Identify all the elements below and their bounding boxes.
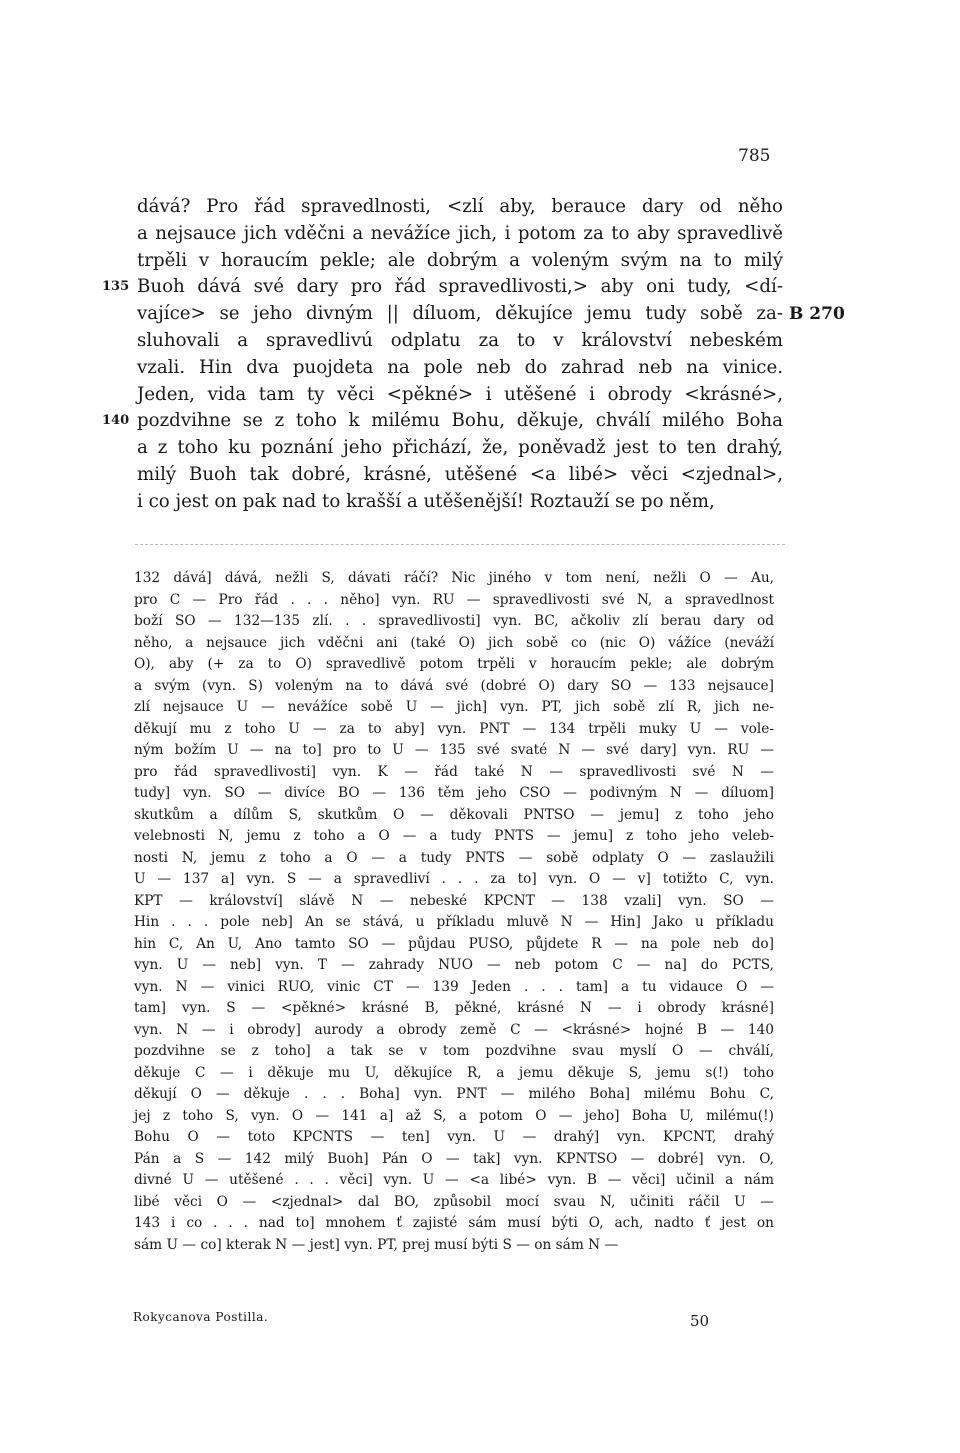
apparatus-line: vyn. N — i obrody] aurody a obrody země C — <krásné> hojné B — 140 <box>134 1021 774 1038</box>
apparatus-line: pro C — Pro řád . . . něho] vyn. RU — spravedlivosti své N, a spravedlnost <box>134 591 774 608</box>
text-line-content: sluhovali a spravedlivú odplatu za to v království nebeském <box>137 329 783 351</box>
text-line <box>137 301 845 328</box>
apparatus-line: zlí nejsauce U — nevážíce sobě U — jich] vyn. PT, jich sobě zlí R, jich ne- <box>134 699 774 715</box>
apparatus-line: divné U — utěšené . . . věci] vyn. U — <a libé> vyn. B — věci] učinil a nám <box>134 1172 774 1188</box>
apparatus-line: skutkům a dílům S, skutkům O — děkovali PNTSO — jemu] z toho jeho <box>134 806 774 823</box>
text-line-content: a z toho ku poznání jeho přichází, že, poněvadž jest to ten drahý, <box>137 437 783 459</box>
apparatus-line: jej z toho S, vyn. O — 141 a] až S, a potom O — jeho] Boha U, milému(!) <box>134 1107 774 1124</box>
manuscript-folio-reference: B 270 <box>789 304 845 325</box>
text-line-content: Jeden, vida tam ty věci <pěkné> i utěšené i obrody <krásné>, <box>137 383 783 405</box>
text-line-content: dává? Pro řád spravedlnosti, <zlí aby, berauce dary od něho <box>137 196 783 217</box>
text-line-content: vzali. Hin dva puojdeta na pole neb do zahrad neb na vinice. <box>137 356 783 378</box>
text-line-content: i co jest on pak nad to krašší a utěšenější! Roztauží se po něm, <box>137 490 715 512</box>
page-number: 785 <box>738 146 771 166</box>
apparatus-line: děkují O — děkuje . . . Boha] vyn. PNT — milého Boha] milému Bohu C, <box>134 1086 774 1102</box>
line-number: 135 <box>102 279 130 295</box>
apparatus-line: ným božím U — na to] pro to U — 135 své svaté N — své dary] vyn. RU — <box>134 742 774 758</box>
text-line <box>137 462 783 489</box>
apparatus-line: tudy] vyn. SO — divíce BO — 136 těm jeho CSO — podivným N — díluom] <box>134 785 774 801</box>
text-line <box>102 274 783 301</box>
apparatus-line: 132 dává] dává, nežli S, dávati ráčí? Nic jiného v tom není, nežli O — Au, <box>134 570 774 586</box>
apparatus-line: děkuje C — i děkuje mu U, děkujíce R, a jemu děkuje S, jemu s(!) toho <box>134 1064 774 1081</box>
text-line-content: trpěli v horaucím pekle; ale dobrým a voleným svým na to milý <box>137 249 783 271</box>
text-line-content: Buoh dává své dary pro řád spravedlivosti,> aby oni tudy, <dí- <box>137 276 783 298</box>
apparatus-line: vyn. N — vinici RUO, vinic CT — 139 Jeden . . . tam] a tu vidauce O — <box>134 978 774 995</box>
footer-signature-number: 50 <box>690 1312 710 1330</box>
text-line <box>137 435 783 462</box>
apparatus-line: pozdvihne se z toho] a tak se v tom pozdvihne svau myslí O — chválí, <box>134 1043 774 1059</box>
apparatus-line: Pán a S — 142 milý Buoh] Pán O — tak] vyn. KPNTSO — dobré] vyn. O, <box>134 1150 774 1167</box>
apparatus-line: něho, a nejsauce jich vděčni ani (také O) jich sobě co (nic O) vážíce (neváží <box>134 634 774 651</box>
apparatus-line: Bohu O — toto KPCNTS — ten] vyn. U — drahý] vyn. KPCNT, drahý <box>134 1129 774 1145</box>
apparatus-line: a svým (vyn. S) voleným na to dává své (dobré O) dary SO — 133 nejsauce] <box>134 677 774 694</box>
apparatus-line: boží SO — 132—135 zlí. . . spravedlivosti] vyn. BC, ačkoliv zlí berau dary od <box>134 613 774 629</box>
text-line <box>102 408 783 435</box>
apparatus-line: tam] vyn. S — <pěkné> krásné B, pěkné, krásné N — i obrody krásné] <box>134 1000 774 1016</box>
apparatus-line: velebnosti N, jemu z toho a O — a tudy PNTS — jemu] z toho jeho veleb- <box>134 828 774 844</box>
text-line <box>137 328 783 355</box>
apparatus-line: děkují mu z toho U — za to aby] vyn. PNT — 134 trpěli muky U — vole- <box>134 720 774 737</box>
apparatus-line: U — 137 a] vyn. S — a spravedliví . . . za to] vyn. O — v] totižto C, vyn. <box>134 871 774 887</box>
main-text <box>102 194 845 516</box>
apparatus-line: vyn. U — neb] vyn. T — zahrady NUO — neb potom C — na] do PCTS, <box>134 957 774 973</box>
footnote-separator <box>135 544 785 545</box>
line-number: 140 <box>102 413 130 429</box>
apparatus-line: Hin . . . pole neb] An se stává, u příkladu mluvě N — Hin] Jako u příkladu <box>134 914 774 930</box>
text-line-content: pozdvihne se z toho k milému Bohu, děkuje, chválí milého Boha <box>137 410 783 432</box>
text-line <box>137 355 783 382</box>
text-line <box>137 382 783 409</box>
text-line-content: milý Buoh tak dobré, krásné, utěšené <a libé> věci <zjednal>, <box>137 463 783 485</box>
apparatus-line: pro řád spravedlivosti] vyn. K — řád také N — spravedlivosti své N — <box>134 763 774 780</box>
text-line-content: vajíce> se jeho divným || díluom, děkujíce jemu tudy sobě za- <box>137 303 783 325</box>
text-line-content: a nejsauce jich vděčni a nevážíce jich, i potom za to aby spravedlivě <box>137 222 783 244</box>
text-line <box>137 248 783 275</box>
footer-book-title: Rokycanova Postilla. <box>133 1310 269 1324</box>
apparatus-line: KPT — království] slávě N — nebeské KPCNT — 138 vzali] vyn. SO — <box>134 892 774 909</box>
apparatus-line: O), aby (+ za to O) spravedlivě potom trpěli v horaucím pekle; ale dobrým <box>134 656 774 672</box>
critical-apparatus <box>134 568 774 1256</box>
apparatus-line: hin C, An U, Ano tamto SO — půjdau PUSO, půjdete R — na pole neb do] <box>134 935 774 952</box>
text-line <box>137 194 783 221</box>
text-line <box>137 489 783 516</box>
apparatus-line: sám U — co] kterak N — jest] vyn. PT, prej musí býti S — on sám N — <box>134 1236 619 1253</box>
apparatus-line: nosti N, jemu z toho a O — a tudy PNTS — sobě odplaty O — zaslaužili <box>134 849 774 866</box>
apparatus-line: 143 i co . . . nad to] mnohem ť zajisté sám musí býti O, ach, nadto ť jest on <box>134 1215 774 1231</box>
text-line <box>137 221 783 248</box>
apparatus-line: libé věci O — <zjednal> dal BO, způsobil mocí svau N, učiniti ráčil U — <box>134 1193 774 1210</box>
